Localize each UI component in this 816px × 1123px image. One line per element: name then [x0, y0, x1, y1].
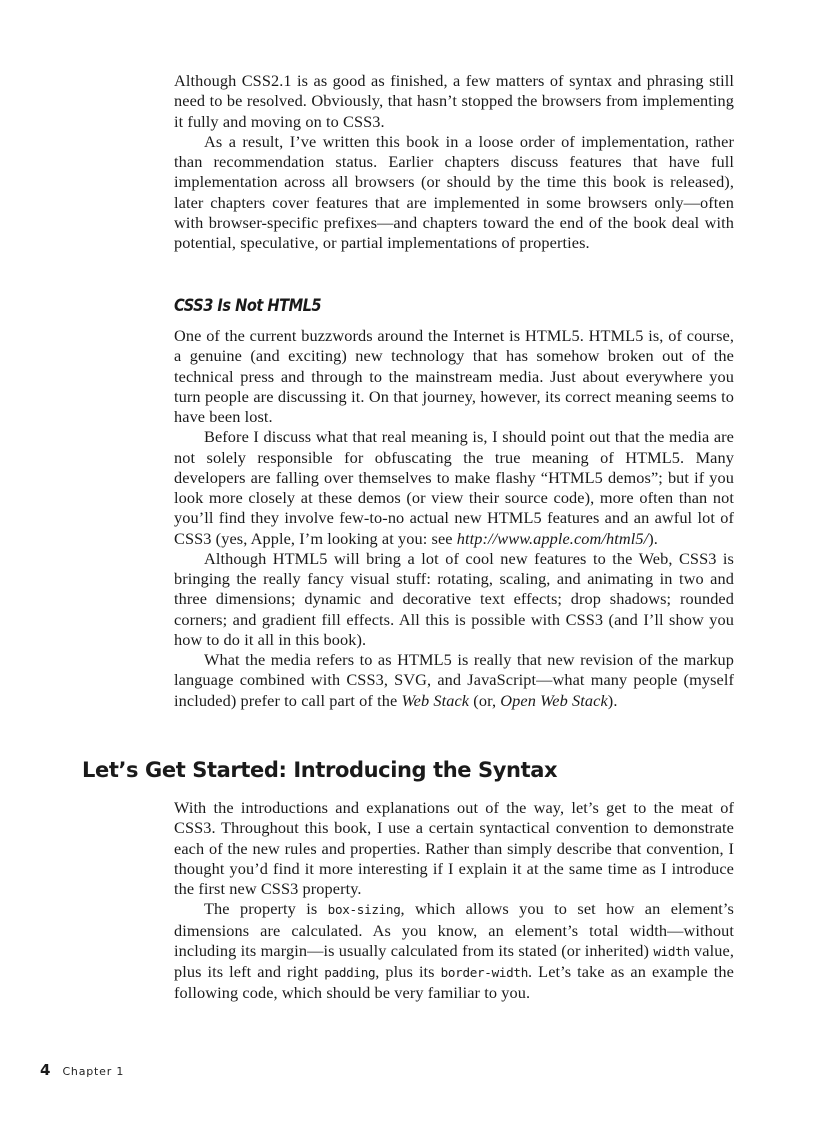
css3-paragraph-4-end: ).	[607, 690, 618, 710]
page-footer	[40, 1060, 124, 1079]
padding-code: padding	[324, 965, 376, 980]
intro-paragraph-2: As a result, I’ve written this book in a loose order of implementation, rather than recommendation status. Earlier chapters discuss features that have full implementation across all browsers (or should by the time this book is released), later chapters cover features that are implemented in some browsers only—often with browser-specific prefixes—and chapters toward the end of the book deal with potential, speculative, or partial implementations of properties.	[174, 131, 734, 252]
intro-block	[174, 71, 734, 253]
css3-paragraph-2	[174, 427, 734, 549]
css3-section-body	[174, 326, 734, 711]
css3-paragraph-2-text: Before I discuss what that real meaning is, I should point out that the media are not solely responsible for obfuscating the true meaning of HTML5. Many developers are falling over themselves to make flashy “HTML5 demos”; but if you look more closely at these demos (or view their source code), more often than not you’ll find they involve few-to-no actual new HTML5 features and an awful lot of CSS3 (yes, Apple, I’m looking at you: see	[174, 427, 734, 548]
syntax-section-body	[174, 798, 734, 1004]
css3-paragraph-2-end: ).	[648, 528, 658, 548]
syntax-paragraph-2-part-4: , plus its	[375, 962, 441, 981]
border-width-code: border-width	[440, 965, 528, 980]
open-web-stack-term: Open Web Stack	[500, 690, 608, 710]
syntax-paragraph-1: With the introductions and explanations out of the way, let’s get to the meat of CSS3. Throughout this book, I use a certain syntactical convention to demonstrate each of the new rules and properties. Rather than simply describe that convention, I thought you’d find it more interesting if I explain it at the same time as I introduce the first new CSS3 property.	[174, 798, 734, 898]
css3-paragraph-1: One of the current buzzwords around the Internet is HTML5. HTML5 is, of course, a genuine (and exciting) new technology that has somehow broken out of the technical press and through to the mainstream media. Just about everywhere you turn people are discussing it. On that journey, however, its correct meaning seems to have been lost.	[174, 326, 734, 426]
intro-paragraph-1: Although CSS2.1 is as good as finished, a few matters of syntax and phrasing still need to be resolved. Obviously, that hasn’t stopped the browsers from implementing it fully and moving on to CSS3.	[174, 71, 734, 131]
width-code: width	[653, 943, 690, 959]
web-stack-term: Web Stack	[401, 690, 470, 710]
apple-html5-url: http://www.apple.com/html5/	[456, 528, 649, 548]
css3-paragraph-3: Although HTML5 will bring a lot of cool new features to the Web, CSS3 is bringing the really fancy visual stuff: rotating, scaling, and animating in two and three dimensions; dynamic and decorative text effects; drop shadows; rounded corners; and gradient fill effects. All this is possible with CSS3 (and I’ll show you how to do it all in this book).	[174, 548, 734, 649]
syntax-section-heading: Let’s Get Started: Introducing the Syntax	[82, 758, 558, 782]
chapter-label: Chapter 1	[62, 1065, 125, 1078]
syntax-paragraph-2-part-3: value, plus its left and right	[174, 940, 734, 981]
css3-paragraph-4-mid: (or,	[469, 690, 501, 710]
syntax-paragraph-2	[174, 899, 734, 1003]
css3-paragraph-4-text: What the media refers to as HTML5 is really that new revision of the markup language combined with CSS3, SVG, and JavaScript—what many people (myself included) prefer to call part of the	[174, 650, 734, 710]
syntax-paragraph-2-part-1: The property is	[204, 899, 328, 919]
css3-not-html5-heading: CSS3 Is Not HTML5	[174, 296, 322, 316]
syntax-paragraph-2-part-5: . Let’s take as an example the following code, which should be very familiar to you.	[174, 962, 734, 1003]
syntax-paragraph-2-part-2: , which allows you to set how an element’s dimensions are calculated. As you know, an element’s total width—without including its margin—is usually calculated from its stated (or inherited)	[174, 899, 734, 960]
box-sizing-code: box-sizing	[327, 902, 401, 918]
css3-paragraph-4	[174, 650, 734, 711]
page-number: 4	[40, 1061, 51, 1079]
